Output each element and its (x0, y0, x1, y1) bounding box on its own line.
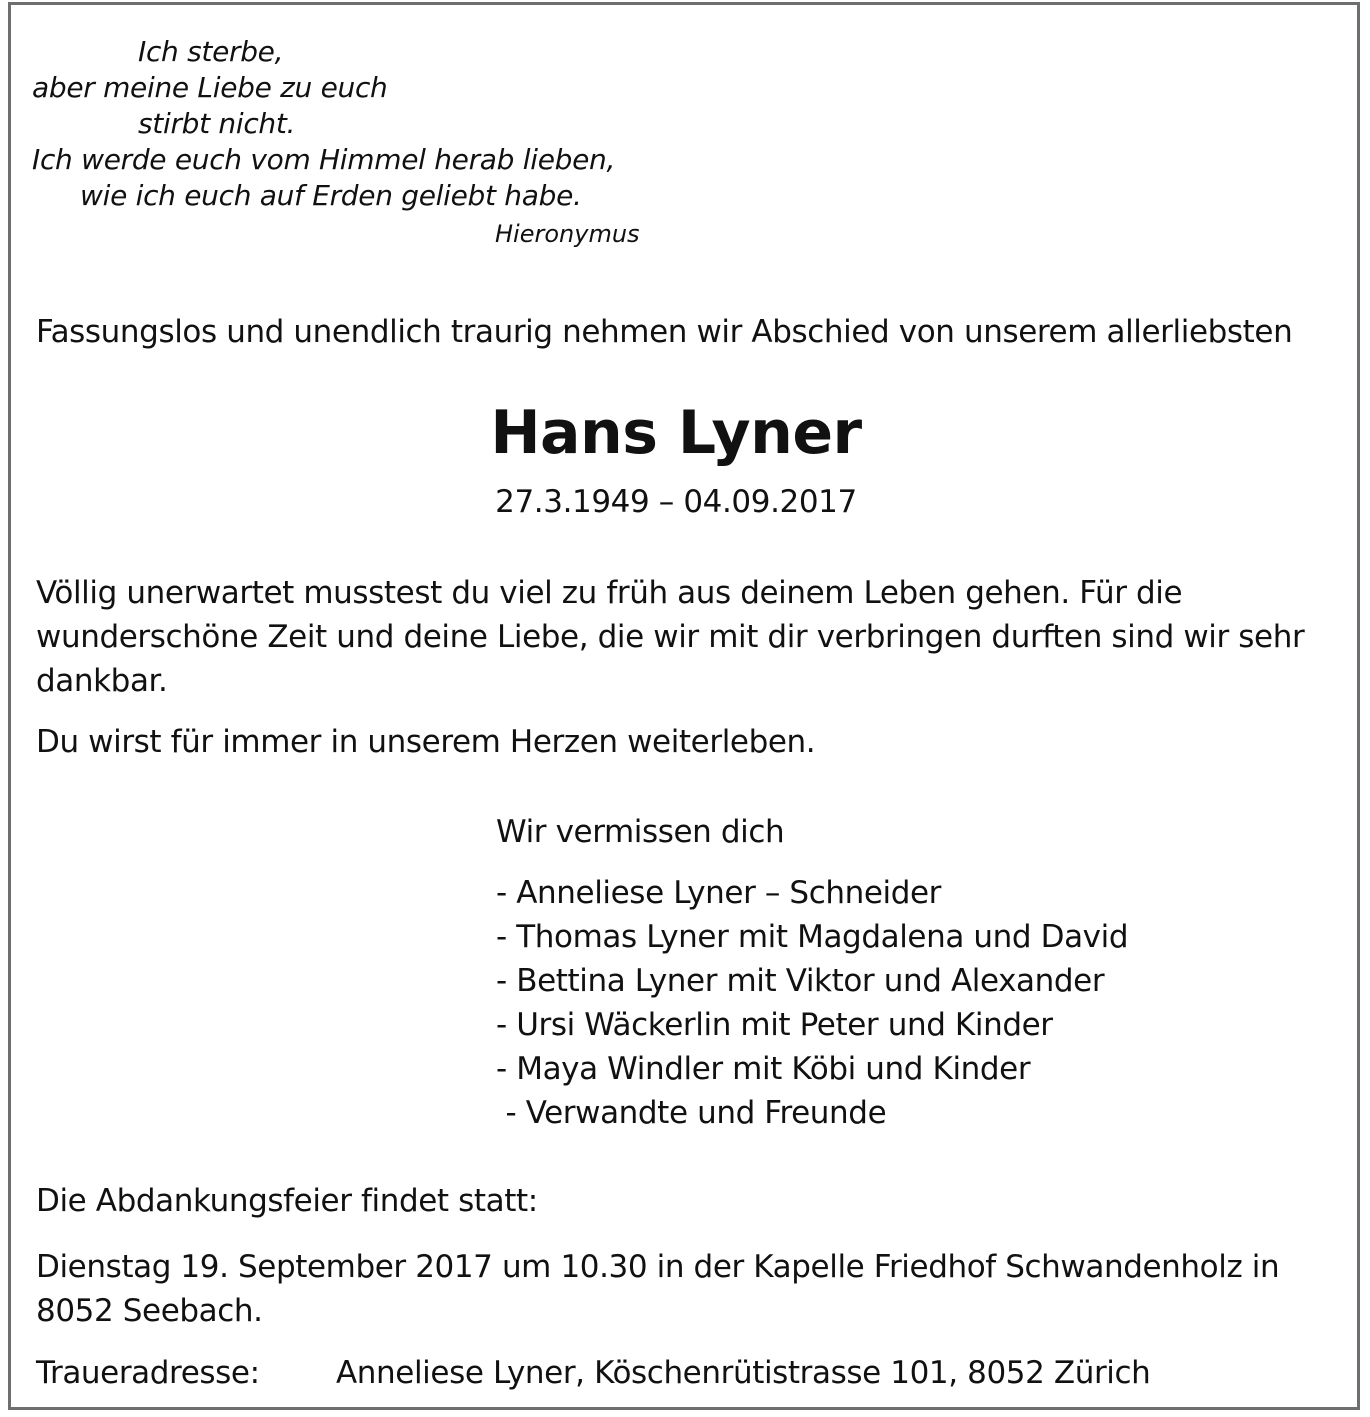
address-label: Traueradresse: (36, 1355, 260, 1391)
mourner-item: - Verwandte und Freunde (496, 1095, 887, 1131)
poem-author: Hieronymus (495, 220, 640, 248)
poem-line-3: stirbt nicht. (138, 107, 296, 140)
ceremony-heading: Die Abdankungsfeier findet statt: (36, 1183, 538, 1219)
poem-line-2: aber meine Liebe zu euch (32, 71, 388, 104)
message-paragraph-1: Völlig unerwartet musstest du viel zu früh aus deinem Leben gehen. Für die wunderschöne Zeit und deine Liebe, die wir mit dir verbringen durften sind wir sehr dankbar. (36, 575, 1305, 699)
mourner-item: - Maya Windler mit Köbi und Kinder (496, 1051, 1031, 1087)
mourner-item: - Anneliese Lyner – Schneider (496, 875, 942, 911)
life-dates: 27.3.1949 – 04.09.2017 (495, 484, 857, 520)
address-value: Anneliese Lyner, Köschenrütistrasse 101, 8052 Zürich (336, 1355, 1151, 1391)
mourner-item: - Ursi Wäckerlin mit Peter und Kinder (496, 1007, 1053, 1043)
poem-line-5: wie ich euch auf Erden geliebt habe. (80, 179, 582, 212)
mourner-item: - Thomas Lyner mit Magdalena und David (496, 919, 1129, 955)
mourners-list (496, 871, 1128, 1135)
mourners-heading: Wir vermissen dich (496, 814, 785, 850)
message-paragraph-2: Du wirst für immer in unserem Herzen weiterleben. (36, 724, 816, 760)
poem-line-1: Ich sterbe, (138, 35, 284, 68)
poem-line-4: Ich werde euch vom Himmel herab lieben, (32, 143, 616, 176)
deceased-name: Hans Lyner (490, 398, 862, 468)
mourner-item: - Bettina Lyner mit Viktor und Alexander (496, 963, 1105, 999)
ceremony-details: Dienstag 19. September 2017 um 10.30 in der Kapelle Friedhof Schwandenholz in 8052 Seebach. (36, 1249, 1280, 1329)
intro-text: Fassungslos und unendlich traurig nehmen wir Abschied von unserem allerliebsten (36, 314, 1293, 350)
